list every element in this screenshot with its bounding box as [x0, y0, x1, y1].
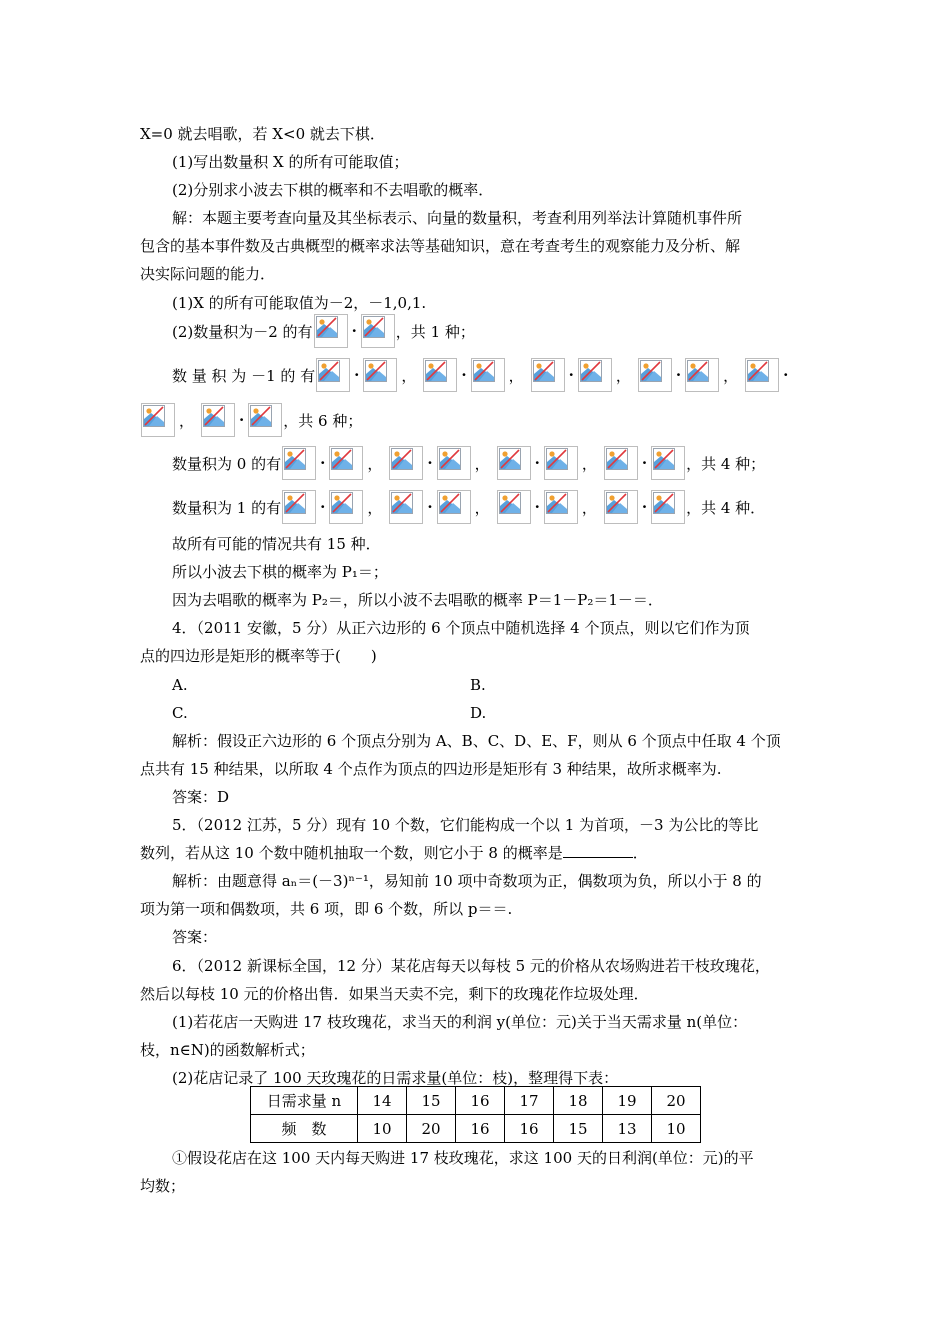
broken-image-icon	[604, 446, 638, 480]
table-cell: 18	[554, 1087, 603, 1115]
text-line: 因为去唱歌的概率为 P₂＝，所以小波不去唱歌的概率 P＝1－P₂＝1－＝．	[172, 591, 663, 609]
text-line: 解析：假设正六边形的 6 个顶点分别为 A、B、C、D、E、F，则从 6 个顶点中任取 4 个顶	[172, 732, 781, 750]
broken-image-icon	[363, 358, 397, 392]
answer-blank	[563, 842, 633, 858]
text-line-with-blank	[140, 842, 820, 864]
dot-operator: ·	[427, 498, 433, 516]
table-cell: 15	[407, 1087, 456, 1115]
text-line: 5．（2012 江苏，5 分）现有 10 个数，它们能构成一个以 1 为首项，－3 为公比的等比	[172, 816, 759, 834]
text-line: 决实际问题的能力．	[140, 265, 276, 283]
demand-frequency-table	[250, 1086, 701, 1143]
broken-image-icon	[316, 358, 350, 392]
broken-image-icon	[329, 490, 363, 524]
broken-image-icon	[437, 490, 471, 524]
text-line: (2)花店记录了 100 天玫瑰花的日需求量(单位：枝)，整理得下表：	[172, 1069, 619, 1087]
question-text: 数列，若从这 10 个数中随机抽取一个数，则它小于 8 的概率是	[140, 844, 563, 862]
dot-operator: ·	[461, 366, 467, 384]
vector-pair-row: 数 量 积 为 －1 的 有 · ， · ， · ， · ， ·	[172, 357, 791, 393]
table-cell: 16	[456, 1115, 505, 1143]
row-label: 数量积为 0 的有	[172, 454, 282, 473]
dot-operator: ·	[675, 366, 682, 384]
table-cell: 20	[652, 1087, 701, 1115]
table-cell: 20	[407, 1115, 456, 1143]
text-line: 枝，n∈N)的函数解析式；	[140, 1041, 315, 1059]
option-d: D.	[470, 704, 487, 722]
text-line: 解：本题主要考查向量及其坐标表示、向量的数量积，考查利用列举法计算随机事件所	[172, 209, 743, 227]
vector-pair-row: 数量积为 0 的有 · ， · ， · ， · ，共 4 种；	[172, 445, 765, 481]
broken-image-icon	[389, 446, 423, 480]
dot-operator: ·	[320, 454, 326, 472]
table-row	[251, 1087, 701, 1115]
broken-image-icon	[141, 403, 175, 437]
dot-operator: ·	[783, 366, 789, 384]
broken-image-icon	[578, 358, 612, 392]
text-line: 包含的基本事件数及古典概型的概率求法等基础知识，意在考查考生的观察能力及分析、解	[140, 237, 741, 255]
text-line: 点的四边形是矩形的概率等于( )	[140, 647, 377, 665]
broken-image-icon	[604, 490, 638, 524]
broken-image-icon	[531, 358, 565, 392]
text-line: 故所有可能的情况共有 15 种．	[172, 535, 381, 553]
table-cell: 16	[456, 1087, 505, 1115]
row-label: 数 量 积 为 －1 的 有	[172, 366, 316, 385]
table-cell: 15	[554, 1115, 603, 1143]
row-count: ，共 4 种；	[686, 454, 766, 473]
text-line: 答案：D	[172, 788, 230, 806]
table-header-cell: 日需求量 n	[251, 1087, 358, 1115]
broken-image-icon	[437, 446, 471, 480]
table-cell: 10	[358, 1115, 407, 1143]
dot-operator: ·	[568, 366, 574, 384]
text-line: X=0 就去唱歌，若 X<0 就去下棋．	[140, 125, 385, 143]
row-label: (2)数量积为－2 的有	[172, 322, 313, 341]
broken-image-icon	[745, 358, 779, 392]
dot-operator: ·	[239, 411, 245, 429]
option-a: A.	[172, 676, 188, 694]
vector-pair-row: 数量积为 1 的有 · ， · ， · ， · ，共 4 种．	[172, 489, 765, 525]
text-line: 解析：由题意得 aₙ＝(－3)ⁿ⁻¹，易知前 10 项中奇数项为正，偶数项为负，所以小于 8 的	[172, 872, 762, 890]
broken-image-icon	[201, 403, 235, 437]
table-row	[251, 1115, 701, 1143]
text-line: (1)X 的所有可能取值为－2，－1,0,1.	[172, 294, 427, 312]
table-cell: 17	[505, 1087, 554, 1115]
text-line: 项为第一项和偶数项，共 6 项，即 6 个数，所以 p＝＝.	[140, 900, 513, 918]
broken-image-icon	[389, 490, 423, 524]
text-line: 所以小波去下棋的概率为 P₁＝；	[172, 563, 388, 581]
row-count: ，共 6 种；	[283, 411, 363, 430]
table-cell: 10	[652, 1115, 701, 1143]
broken-image-icon	[497, 446, 531, 480]
broken-image-icon	[471, 358, 505, 392]
dot-operator: ·	[351, 322, 357, 340]
broken-image-icon	[361, 314, 395, 348]
text-line: ①假设花店在这 100 天内每天购进 17 枝玫瑰花，求这 100 天的日利润(单位：元)的平	[172, 1149, 754, 1167]
vector-pair-row: ， · ，共 6 种；	[140, 402, 362, 438]
text-line: (1)若花店一天购进 17 枝玫瑰花，求当天的利润 y(单位：元)关于当天需求量 n(单位：	[172, 1013, 748, 1031]
option-c: C.	[172, 704, 188, 722]
text-line: 均数；	[140, 1177, 186, 1195]
broken-image-icon	[544, 490, 578, 524]
row-count: ，共 4 种．	[686, 498, 766, 517]
text-line: 点共有 15 种结果，以所取 4 个点作为顶点的四边形是矩形有 3 种结果，故所求概率为.	[140, 760, 722, 778]
broken-image-icon	[282, 446, 316, 480]
dot-operator: ·	[320, 498, 326, 516]
dot-operator: ·	[534, 498, 540, 516]
dot-operator: ·	[641, 498, 648, 516]
broken-image-icon	[329, 446, 363, 480]
row-count: ，共 1 种；	[395, 322, 475, 341]
broken-image-icon	[651, 490, 685, 524]
text-line: (2)分别求小波去下棋的概率和不去唱歌的概率．	[172, 181, 494, 199]
question-end: ．	[632, 844, 648, 862]
table-cell: 14	[358, 1087, 407, 1115]
broken-image-icon	[423, 358, 457, 392]
text-line: (1)写出数量积 X 的所有可能取值；	[172, 153, 409, 171]
broken-image-icon	[651, 446, 685, 480]
broken-image-icon	[685, 358, 719, 392]
broken-image-icon	[248, 403, 282, 437]
broken-image-icon	[314, 314, 348, 348]
dot-operator: ·	[354, 366, 360, 384]
table-cell: 19	[603, 1087, 652, 1115]
vector-pair-row	[172, 313, 475, 349]
dot-operator: ·	[641, 454, 648, 472]
table-cell: 13	[603, 1115, 652, 1143]
dot-operator: ·	[534, 454, 540, 472]
option-b: B.	[470, 676, 486, 694]
text-line: 6．（2012 新课标全国，12 分）某花店每天以每枝 5 元的价格从农场购进若干枝玫瑰花，	[172, 957, 770, 975]
text-line: 4．（2011 安徽，5 分）从正六边形的 6 个顶点中随机选择 4 个顶点，则以它们作为顶	[172, 619, 750, 637]
text-line: 答案：	[172, 928, 218, 946]
table-header-cell: 频 数	[251, 1115, 358, 1143]
broken-image-icon	[497, 490, 531, 524]
broken-image-icon	[282, 490, 316, 524]
dot-operator: ·	[427, 454, 433, 472]
broken-image-icon	[638, 358, 672, 392]
text-line: 然后以每枝 10 元的价格出售．如果当天卖不完，剩下的玫瑰花作垃圾处理．	[140, 985, 649, 1003]
table-cell: 16	[505, 1115, 554, 1143]
broken-image-icon	[544, 446, 578, 480]
row-label: 数量积为 1 的有	[172, 498, 282, 517]
